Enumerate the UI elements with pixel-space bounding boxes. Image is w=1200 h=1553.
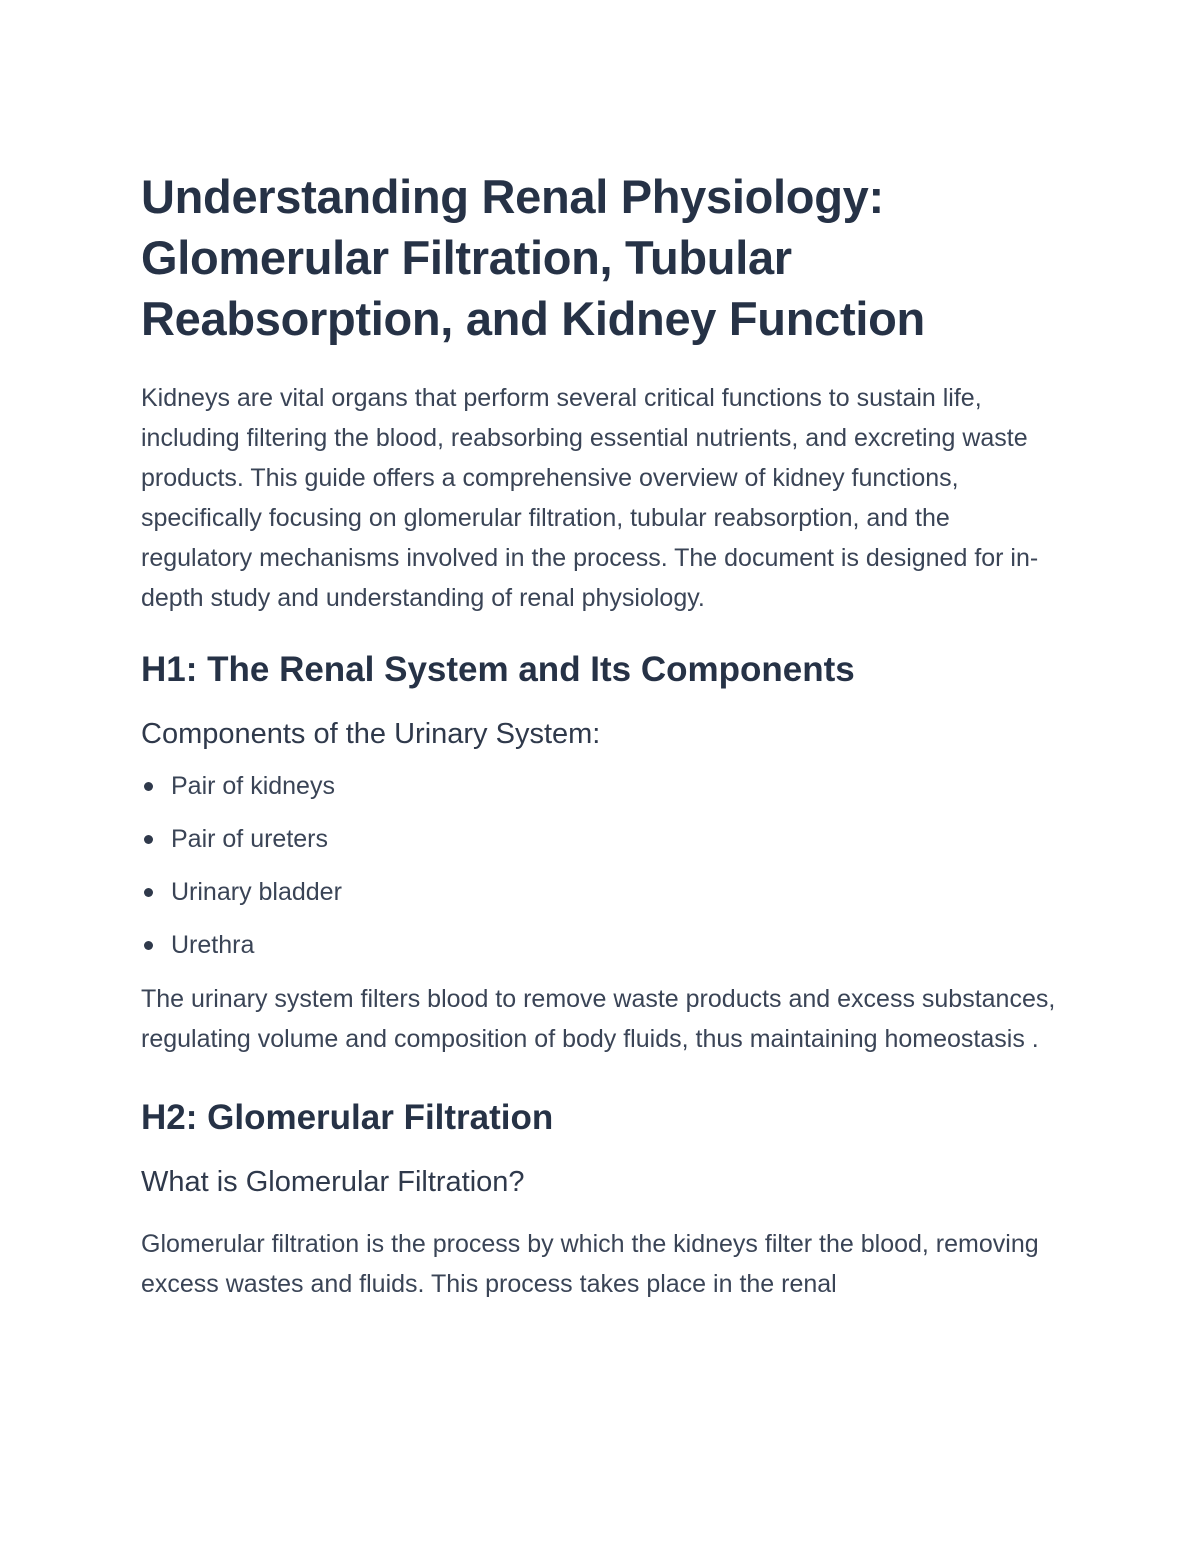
list-item-label: Urinary bladder: [171, 878, 342, 906]
urinary-components-list: [141, 770, 1061, 982]
intro-paragraph: Kidneys are vital organs that perform several critical functions to sustain life, including filtering the blood, reabsorbing essential nutrients, and excreting waste products. This guide offers a comprehensive overview of kidney functions, specifically focusing on glomerular filtration, tubular reabsorption, and the regulatory mechanisms involved in the process. The document is designed for in-depth study and understanding of renal physiology.: [141, 384, 1039, 612]
list-item: [141, 770, 1061, 823]
glomerular-filtration-paragraph: Glomerular filtration is the process by which the kidneys filter the blood, removing excess wastes and fluids. This process takes place in the renal: [141, 1230, 1039, 1298]
list-item: [141, 823, 1061, 876]
list-item-label: Pair of kidneys: [171, 772, 335, 800]
document-page: [141, 166, 1061, 1304]
bullet-icon: [144, 888, 153, 897]
bullet-icon: [144, 835, 153, 844]
subheading-urinary-components: Components of the Urinary System:: [141, 718, 601, 750]
list-item-label: Urethra: [171, 931, 255, 959]
subheading-what-is-glomerular-filtration: What is Glomerular Filtration?: [141, 1166, 525, 1198]
list-item: [141, 929, 1061, 982]
bullet-icon: [144, 941, 153, 950]
document-title: Understanding Renal Physiology: Glomerular Filtration, Tubular Reabsorption, and Kidney Function: [141, 170, 925, 345]
list-item-label: Pair of ureters: [171, 825, 329, 853]
urinary-system-paragraph: The urinary system filters blood to remove waste products and excess substances, regulating volume and composition of body fluids, thus maintaining homeostasis .: [141, 985, 1056, 1053]
bullet-icon: [144, 782, 153, 791]
section-heading-glomerular-filtration: H2: Glomerular Filtration: [141, 1098, 554, 1137]
section-heading-renal-system: H1: The Renal System and Its Components: [141, 650, 855, 689]
list-item: [141, 876, 1061, 929]
